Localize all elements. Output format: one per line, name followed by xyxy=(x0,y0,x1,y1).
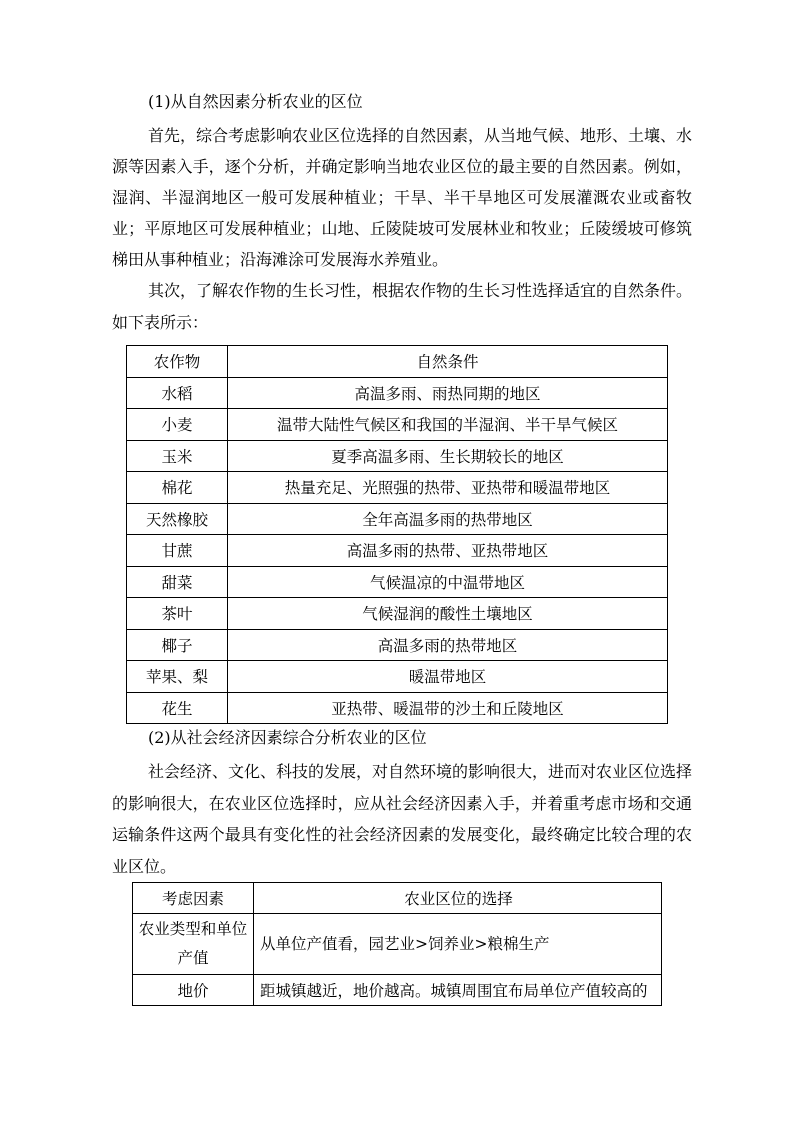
document-body xyxy=(112,92,692,338)
table-header-row xyxy=(127,346,668,378)
column-header-crop: 农作物 xyxy=(127,346,228,378)
crop-condition-cell: 夏季高温多雨、生长期较长的地区 xyxy=(228,440,668,472)
crop-condition-cell: 高温多雨的热带地区 xyxy=(228,629,668,661)
table-row xyxy=(127,440,668,472)
crop-condition-cell: 亚热带、暖温带的沙土和丘陵地区 xyxy=(228,692,668,724)
crop-name-cell: 茶叶 xyxy=(127,598,228,630)
factor-selection-table xyxy=(132,882,662,1006)
factor-name-cell: 农业类型和单位产值 xyxy=(133,914,254,975)
table-row xyxy=(133,975,662,1006)
section-heading-natural: (1)从自然因素分析农业的区位 xyxy=(148,92,363,111)
crop-name-cell: 水稻 xyxy=(127,377,228,409)
crop-condition-cell: 高温多雨的热带、亚热带地区 xyxy=(228,535,668,567)
table-row xyxy=(127,692,668,724)
table-row xyxy=(127,409,668,441)
table-row xyxy=(127,503,668,535)
table-header-row xyxy=(133,883,662,914)
table-row xyxy=(127,535,668,567)
crop-name-cell: 棉花 xyxy=(127,472,228,504)
paragraph-natural-factors: 首先，综合考虑影响农业区位选择的自然因素，从当地气候、地形、土壤、水源等因素入手，逐个分析，并确定影响当地农业区位的最主要的自然因素。例如，湿润、半湿润地区一般可发展种植业；干旱、半干旱地区可发展灌溉农业或畜牧业；平原地区可发展种植业；山地、丘陵陡坡可发展林业和牧业；丘陵缓坡可修筑梯田从事种植业；沿海滩涂可发展海水养殖业。 xyxy=(112,126,693,269)
crop-conditions-table xyxy=(126,345,668,724)
paragraph-socioeconomic xyxy=(112,756,692,882)
column-header-selection: 农业区位的选择 xyxy=(254,883,662,914)
paragraph-crop-habits: 其次，了解农作物的生长习性，根据农作物的生长习性选择适宜的自然条件。如下表所示： xyxy=(112,281,693,332)
table-row xyxy=(127,377,668,409)
column-header-conditions: 自然条件 xyxy=(228,346,668,378)
table-row xyxy=(127,661,668,693)
paragraph-socioeconomic-text: 社会经济、文化、科技的发展，对自然环境的影响很大，进而对农业区位选择的影响很大，在农业区位选择时，应从社会经济因素入手，并着重考虑市场和交通运输条件这两个最具有变化性的社会经济因素的发展变化，最终确定比较合理的农业区位。 xyxy=(112,762,693,876)
factor-selection-cell: 距城镇越近，地价越高。城镇周围宜布局单位产值较高的 xyxy=(254,975,662,1006)
factor-name-cell: 地价 xyxy=(133,975,254,1006)
crop-condition-cell: 暖温带地区 xyxy=(228,661,668,693)
crop-name-cell: 玉米 xyxy=(127,440,228,472)
crop-condition-cell: 气候温凉的中温带地区 xyxy=(228,566,668,598)
table-row xyxy=(127,629,668,661)
crop-name-cell: 小麦 xyxy=(127,409,228,441)
factor-selection-cell: 从单位产值看，园艺业>饲养业>粮棉生产 xyxy=(254,914,662,975)
crop-name-cell: 椰子 xyxy=(127,629,228,661)
crop-name-cell: 苹果、梨 xyxy=(127,661,228,693)
crop-name-cell: 甘蔗 xyxy=(127,535,228,567)
section-heading-socioeconomic: (2)从社会经济因素综合分析农业的区位 xyxy=(148,728,427,747)
crop-condition-cell: 温带大陆性气候区和我国的半湿润、半干旱气候区 xyxy=(228,409,668,441)
table-row xyxy=(127,472,668,504)
crop-condition-cell: 高温多雨、雨热同期的地区 xyxy=(228,377,668,409)
column-header-factor: 考虑因素 xyxy=(133,883,254,914)
crop-condition-cell: 热量充足、光照强的热带、亚热带和暖温带地区 xyxy=(228,472,668,504)
crop-name-cell: 花生 xyxy=(127,692,228,724)
table-row xyxy=(133,914,662,975)
table-row xyxy=(127,566,668,598)
crop-condition-cell: 全年高温多雨的热带地区 xyxy=(228,503,668,535)
crop-condition-cell: 气候湿润的酸性土壤地区 xyxy=(228,598,668,630)
table-row xyxy=(127,598,668,630)
crop-name-cell: 甜菜 xyxy=(127,566,228,598)
crop-name-cell: 天然橡胶 xyxy=(127,503,228,535)
